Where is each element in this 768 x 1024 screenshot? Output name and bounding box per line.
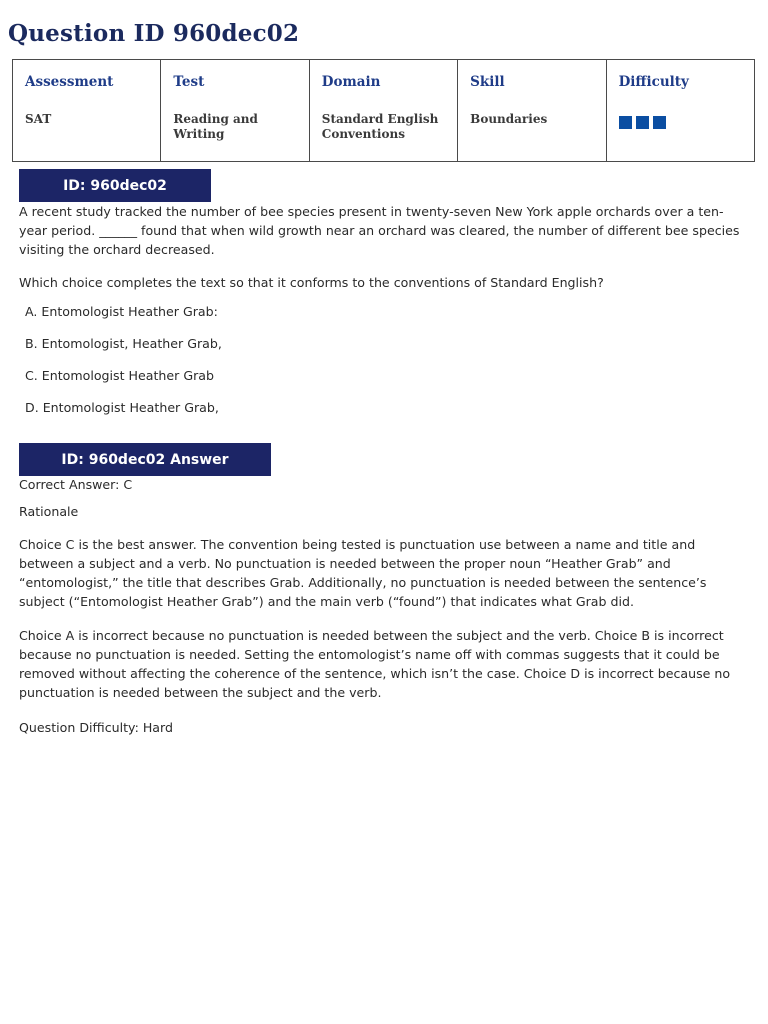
difficulty-square [619, 116, 632, 129]
meta-cell-skill [458, 60, 606, 162]
question-id-banner: ID: 960dec02 [19, 169, 211, 202]
meta-header-assessment: Assessment [25, 74, 114, 90]
meta-header-test: Test [173, 74, 205, 90]
answer-choice-c: C. Entomologist Heather Grab [25, 368, 214, 383]
question-prompt: Which choice completes the text so that it conforms to the conventions of Standard English? [19, 275, 604, 290]
meta-header-domain: Domain [321, 74, 381, 90]
meta-cell-domain [309, 60, 457, 162]
answer-choice-a: A. Entomologist Heather Grab: [25, 304, 218, 319]
difficulty-square [653, 116, 666, 129]
page-title: Question ID 960dec02 [8, 20, 300, 47]
meta-cell-assessment [13, 60, 161, 162]
answer-choice-b: B. Entomologist, Heather Grab, [25, 336, 222, 351]
meta-cell-difficulty [606, 60, 754, 162]
meta-value-skill: Boundaries [470, 112, 548, 126]
answer-id-banner: ID: 960dec02 Answer [19, 443, 271, 476]
meta-header-difficulty: Difficulty [618, 74, 689, 90]
question-meta-table [12, 59, 755, 162]
meta-value-test: Reading and Writing [173, 112, 258, 141]
answer-choice-d: D. Entomologist Heather Grab, [25, 400, 219, 415]
rationale-paragraph-1: Choice C is the best answer. The convention being tested is punctuation use between a name and title and between a subject and a verb. No punctuation is needed between the proper noun “Heather Grab” and “entomologist,” the title that describes Grab. Additionally, no punctuation is needed between the sentence’s subject (“Entomologist Heather Grab”) and the main verb (“found”) that indicates what Grab did. [19, 537, 707, 609]
meta-cell-test [161, 60, 309, 162]
rationale-heading: Rationale [19, 504, 79, 519]
rationale-paragraph-2: Choice A is incorrect because no punctuation is needed between the subject and the verb. Choice B is incorrect because no punctuation is needed. Setting the entomologist’s name off with commas suggests that it could be removed without affecting the coherence of the sentence, which isn’t the case. Choice D is incorrect because no punctuation is needed between the subject and the verb. [19, 628, 731, 700]
question-difficulty: Question Difficulty: Hard [19, 720, 173, 735]
meta-value-domain: Standard English Conventions [321, 112, 439, 141]
question-passage: A recent study tracked the number of bee species present in twenty-seven New York apple orchards over a ten-year period. ______ found that when wild growth near an orchard was cleared, the number of different bee species visiting the orchard decreased. [19, 204, 740, 257]
meta-header-skill: Skill [470, 74, 505, 90]
difficulty-indicator [619, 116, 742, 129]
meta-value-assessment: SAT [25, 112, 52, 126]
difficulty-square [636, 116, 649, 129]
correct-answer: Correct Answer: C [19, 477, 133, 492]
